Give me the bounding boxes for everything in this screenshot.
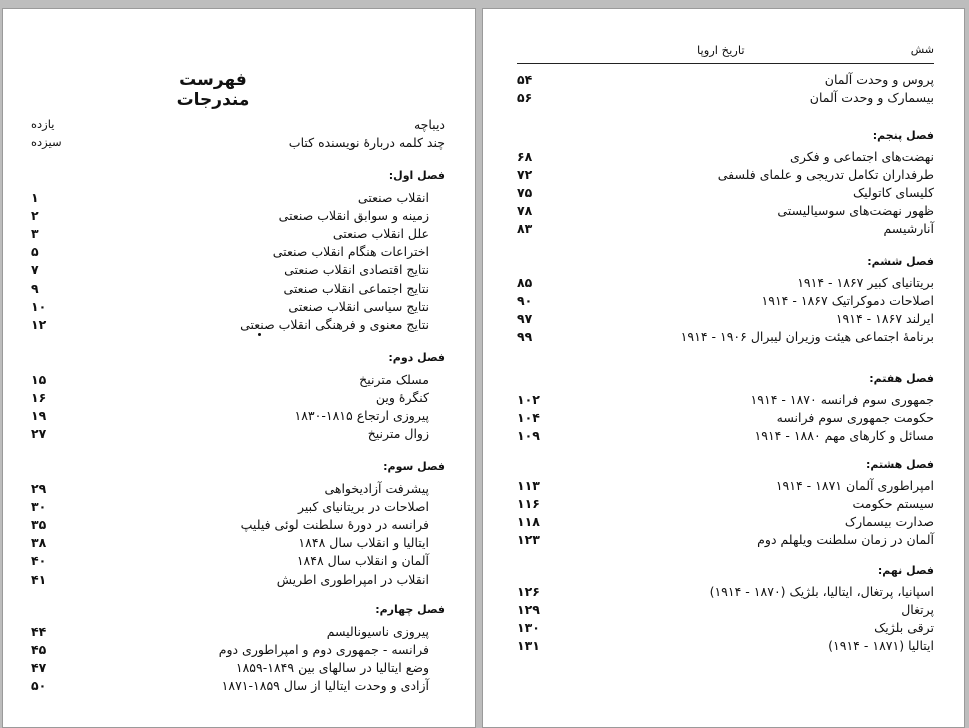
toc-page-number: ۳۰ bbox=[31, 498, 47, 514]
toc-entry bbox=[517, 476, 934, 494]
toc-entry-title: پیروزی ناسیونالیسم bbox=[326, 623, 429, 639]
toc-entry bbox=[31, 640, 429, 658]
toc-entry-title: بیسمارک و وحدت آلمان bbox=[809, 89, 934, 105]
toc-entry bbox=[517, 273, 934, 291]
toc-page-number: ۶۸ bbox=[517, 148, 533, 164]
toc-page-number: ۱۹ bbox=[31, 407, 47, 423]
toc-entry-title: ترقی بلژیک bbox=[874, 619, 934, 635]
toc-page-number: ۸۵ bbox=[517, 274, 533, 290]
toc-entry-title: مسلک مترنیخ bbox=[359, 371, 429, 387]
toc-entry bbox=[517, 183, 934, 201]
toc-page-number: ۱۰۴ bbox=[517, 409, 540, 425]
toc-page-number: ۴۴ bbox=[31, 623, 47, 639]
toc-page-number: ۱۱۸ bbox=[517, 513, 540, 529]
page-folio: شش bbox=[910, 43, 934, 56]
toc-entry-title: نتایج سیاسی انقلاب صنعتی bbox=[288, 298, 429, 314]
toc-page-number: ۴۰ bbox=[31, 553, 47, 569]
toc-entry-title: امپراطوری آلمان ۱۸۷۱ - ۱۹۱۴ bbox=[775, 477, 934, 493]
toc-entry bbox=[517, 70, 934, 88]
toc-entry-title: انقلاب صنعتی bbox=[357, 189, 429, 205]
toc-entry-title: دیباچه bbox=[413, 116, 445, 132]
toc-entry-title: علل انقلاب صنعتی bbox=[332, 225, 429, 241]
toc-page-number: ۹۰ bbox=[517, 292, 533, 308]
toc-page-number: ۴۷ bbox=[31, 659, 47, 675]
toc-page-number: ۹۷ bbox=[517, 310, 533, 326]
toc-entry-title: طرفداران تکامل تدریجی و علمای فلسفی bbox=[717, 166, 934, 182]
toc-entry bbox=[31, 315, 429, 333]
toc-entry bbox=[517, 408, 934, 426]
toc-entry-title: پرتغال bbox=[901, 601, 934, 617]
toc-page-number: ۷۵ bbox=[517, 184, 533, 200]
toc-entry-title: کنگرهٔ وین bbox=[375, 389, 429, 405]
toc-page-number: ۴۵ bbox=[31, 641, 47, 657]
toc-page-number: ۱ bbox=[31, 189, 39, 205]
ink-dot bbox=[258, 333, 261, 336]
toc-entry bbox=[517, 600, 934, 618]
toc-entry-title: چند کلمه دربارهٔ نویسنده کتاب bbox=[288, 134, 445, 150]
toc-entry bbox=[31, 297, 429, 315]
toc-entry-title: اسپانیا، پرتغال، ایتالیا، بلژیک (۱۸۷۰ - ۱۹۱۴) bbox=[709, 583, 934, 599]
toc-entry bbox=[517, 390, 934, 408]
toc-entry bbox=[31, 115, 445, 133]
toc-entry bbox=[517, 220, 934, 238]
toc-entry bbox=[31, 133, 445, 151]
toc-entry bbox=[31, 570, 429, 588]
toc-page-number: ۵۶ bbox=[517, 89, 533, 105]
toc-entry bbox=[517, 512, 934, 530]
toc-entry-title: پروس و وحدت آلمان bbox=[824, 71, 934, 87]
toc-entry-title: ظهور نهضت‌های سوسیالیستی bbox=[777, 203, 934, 219]
toc-page-number: ۱۱۳ bbox=[517, 477, 540, 493]
toc-entry bbox=[517, 202, 934, 220]
toc-entry-title: برنامهٔ اجتماعی هیئت وزیران لیبرال ۱۹۰۶ - ۱۹۱۴ bbox=[680, 329, 934, 345]
toc-page-number: ۲۷ bbox=[31, 426, 47, 442]
toc-page-number: ۱۰ bbox=[31, 298, 47, 314]
toc-entry bbox=[517, 291, 934, 309]
toc-entry bbox=[31, 425, 429, 443]
toc-page-number: ۱۲۳ bbox=[517, 532, 540, 548]
toc-entry bbox=[517, 426, 934, 444]
toc-entry-title: کلیسای کاتولیک bbox=[852, 184, 934, 200]
toc-entry bbox=[517, 582, 934, 600]
toc-entry-title: اصلاحات دموکراتیک ۱۸۶۷ - ۱۹۱۴ bbox=[761, 292, 934, 308]
toc-entry bbox=[517, 618, 934, 636]
toc-entry bbox=[31, 479, 429, 497]
toc-entry-title: سیستم حکومت bbox=[852, 495, 934, 511]
toc-entry-title: اصلاحات در بریتانیای کبیر bbox=[297, 498, 429, 514]
chapter-label: فصل نهم: bbox=[877, 564, 934, 577]
toc-page-number: ۱۵ bbox=[31, 371, 47, 387]
chapter-label: فصل ششم: bbox=[867, 255, 934, 268]
running-header bbox=[517, 43, 934, 64]
toc-entry-title: نتایج معنوی و فرهنگی انقلاب صنعتی bbox=[240, 316, 429, 332]
book-title: تاریخ اروپا bbox=[697, 43, 745, 57]
toc-entry bbox=[517, 531, 934, 549]
toc-entry bbox=[31, 658, 429, 676]
toc-entry-title: مسائل و کارهای مهم ۱۸۸۰ - ۱۹۱۴ bbox=[754, 427, 934, 443]
toc-page-number: ۱۰۹ bbox=[517, 427, 540, 443]
toc-entry bbox=[31, 243, 429, 261]
toc-page-number: ۴۱ bbox=[31, 571, 47, 587]
toc-page-number: ۱۲ bbox=[31, 316, 47, 332]
toc-entry bbox=[517, 637, 934, 655]
toc-entry bbox=[31, 388, 429, 406]
toc-entry-title: فرانسه در دورهٔ سلطنت لوئی فیلیپ bbox=[240, 516, 429, 532]
toc-entry-title: جمهوری سوم فرانسه ۱۸۷۰ - ۱۹۱۴ bbox=[750, 391, 934, 407]
toc-page-number: ۷۸ bbox=[517, 203, 533, 219]
toc-entry bbox=[31, 552, 429, 570]
toc-page-number: ۵ bbox=[31, 244, 39, 260]
toc-entry-title: زوال مترنیخ bbox=[367, 426, 429, 442]
left-page bbox=[2, 8, 476, 728]
toc-entry-title: نتایج اجتماعی انقلاب صنعتی bbox=[283, 280, 429, 296]
toc-entry-title: وضع ایتالیا در سالهای بین ۱۸۴۹-۱۸۵۹ bbox=[235, 659, 429, 675]
toc-entry-title: آلمان در زمان سلطنت ویلهلم دوم bbox=[757, 532, 934, 548]
toc-page-number: ۱۰۲ bbox=[517, 391, 540, 407]
toc-entry-title: آلمان و انقلاب سال ۱۸۴۸ bbox=[296, 553, 429, 569]
toc-page-number: ۱۲۶ bbox=[517, 583, 540, 599]
toc-page-number: ۵۰ bbox=[31, 678, 47, 694]
toc-entry bbox=[517, 165, 934, 183]
toc-entry-title: حکومت جمهوری سوم فرانسه bbox=[776, 409, 934, 425]
toc-page-number: ۲ bbox=[31, 207, 39, 223]
toc-entry-title: اختراعات هنگام انقلاب صنعتی bbox=[272, 244, 429, 260]
toc-entry bbox=[31, 224, 429, 242]
toc-entry bbox=[31, 406, 429, 424]
chapter-label: فصل پنجم: bbox=[872, 129, 934, 142]
toc-entry bbox=[31, 534, 429, 552]
toc-entry bbox=[31, 515, 429, 533]
chapter-label: فصل چهارم: bbox=[375, 603, 445, 616]
toc-page-number: ۹ bbox=[31, 280, 39, 296]
toc-entry-title: آزادی و وحدت ایتالیا از سال ۱۸۵۹-۱۸۷۱ bbox=[221, 678, 429, 694]
toc-entry-title: زمینه و سوابق انقلاب صنعتی bbox=[278, 207, 429, 223]
toc-heading: فهرست مندرجات bbox=[176, 70, 250, 110]
toc-page-number: ۷ bbox=[31, 262, 39, 278]
toc-entry bbox=[31, 370, 429, 388]
toc-entry-title: نتایج اقتصادی انقلاب صنعتی bbox=[284, 262, 429, 278]
chapter-label: فصل دوم: bbox=[388, 351, 445, 364]
toc-page-number: ۳۸ bbox=[31, 535, 47, 551]
toc-page-number: ۹۹ bbox=[517, 329, 533, 345]
toc-page-number: ۱۳۱ bbox=[517, 638, 540, 654]
toc-entry bbox=[517, 88, 934, 106]
toc-entry-title: ایتالیا (۱۸۷۱ - ۱۹۱۴) bbox=[828, 638, 934, 654]
toc-entry-title: پیشرفت آزادیخواهی bbox=[324, 480, 429, 496]
toc-entry-title: ایتالیا و انقلاب سال ۱۸۴۸ bbox=[298, 535, 429, 551]
toc-page-number: ۱۲۹ bbox=[517, 601, 540, 617]
toc-entry-title: آنارشیسم bbox=[883, 221, 934, 237]
toc-entry bbox=[31, 279, 429, 297]
toc-page-number: ۷۲ bbox=[517, 166, 533, 182]
chapter-label: فصل سوم: bbox=[383, 460, 445, 473]
toc-entry-title: پیروزی ارتجاع ۱۸۱۵-۱۸۳۰ bbox=[294, 407, 429, 423]
toc-page-number: یازده bbox=[31, 117, 55, 131]
toc-page-number: ۱۳۰ bbox=[517, 619, 540, 635]
chapter-label: فصل هفتم: bbox=[869, 372, 934, 385]
toc-page-number: ۳ bbox=[31, 225, 39, 241]
toc-page-number: ۸۳ bbox=[517, 221, 533, 237]
toc-entry bbox=[31, 188, 429, 206]
toc-entry-title: ایرلند ۱۸۶۷ - ۱۹۱۴ bbox=[835, 310, 934, 326]
toc-entry-title: فرانسه - جمهوری دوم و امپراطوری دوم bbox=[218, 641, 429, 657]
toc-entry-title: انقلاب در امپراطوری اطریش bbox=[276, 571, 429, 587]
chapter-label: فصل اول: bbox=[388, 169, 445, 182]
toc-entry bbox=[517, 309, 934, 327]
toc-entry bbox=[31, 206, 429, 224]
toc-entry-title: بریتانیای کبیر ۱۸۶۷ - ۱۹۱۴ bbox=[797, 274, 934, 290]
toc-entry-title: صدارت بیسمارک bbox=[844, 513, 934, 529]
toc-entry-title: نهضت‌های اجتماعی و فکری bbox=[790, 148, 934, 164]
right-page bbox=[482, 8, 965, 728]
chapter-label: فصل هشتم: bbox=[865, 458, 934, 471]
toc-page-number: سیزده bbox=[31, 135, 62, 149]
toc-entry bbox=[517, 494, 934, 512]
toc-entry bbox=[517, 328, 934, 346]
toc-entry bbox=[31, 622, 429, 640]
toc-page-number: ۲۹ bbox=[31, 480, 47, 496]
toc-page-number: ۱۶ bbox=[31, 389, 47, 405]
toc-page-number: ۱۱۶ bbox=[517, 495, 540, 511]
toc-entry bbox=[31, 677, 429, 695]
toc-page-number: ۳۵ bbox=[31, 516, 47, 532]
toc-entry bbox=[31, 497, 429, 515]
toc-page-number: ۵۴ bbox=[517, 71, 533, 87]
toc-entry bbox=[31, 261, 429, 279]
toc-entry bbox=[517, 147, 934, 165]
